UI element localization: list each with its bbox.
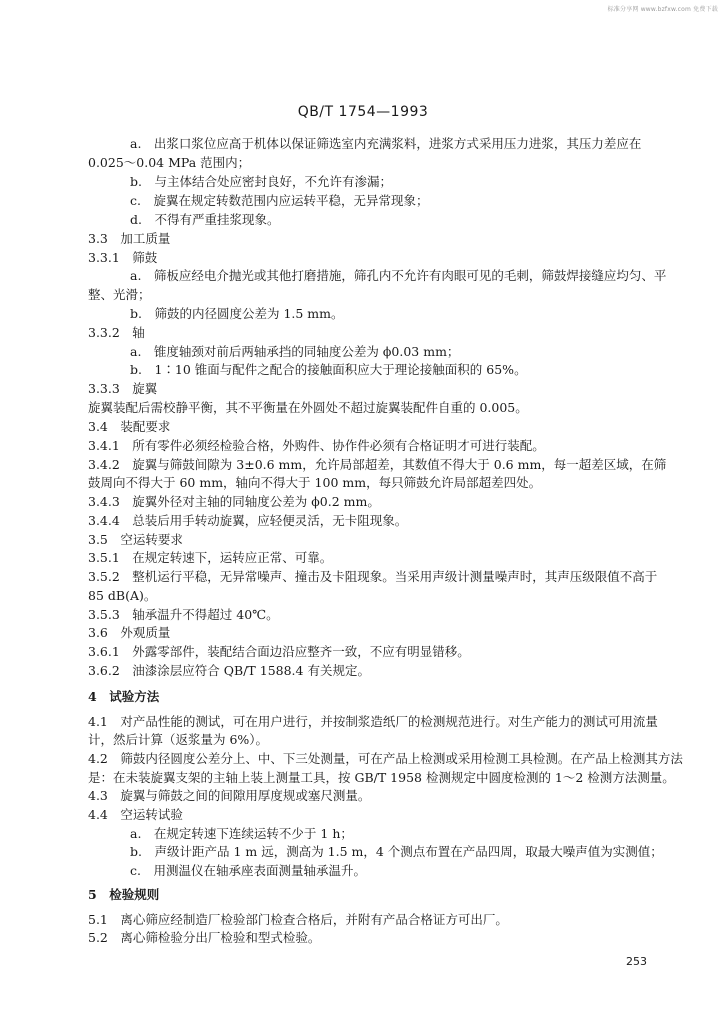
text-line: c. 用测温仪在轴承座表面测量轴承温升。 xyxy=(130,863,366,878)
text-line: 3.4.1 所有零件必须经检验合格，外购件、协作件必须有合格证明才可进行装配。 xyxy=(88,438,545,453)
text-line: 3.3.2 轴 xyxy=(88,325,145,340)
text-line: b. 声级计距产品 1 m 远，测高为 1.5 m，4 个测点布置在产品四周，取最大噪声值为实测值； xyxy=(130,844,663,859)
text-line: 5.2 离心筛检验分出厂检验和型式检验。 xyxy=(88,930,321,945)
text-line: b. 1∶10 锥面与配件之配合的接触面积应大于理论接触面积的 65%。 xyxy=(130,362,527,377)
text-line: 3.5 空运转要求 xyxy=(88,532,183,547)
text-line: d. 不得有严重挂浆现象。 xyxy=(130,212,280,227)
text-line: 是：在未装旋翼支架的主轴上装上测量工具，按 GB/T 1958 检测规定中圆度检测的 1～2 检测方法测量。 xyxy=(88,770,675,785)
section-heading: 4 试验方法 xyxy=(88,689,160,704)
text-line: 4.3 旋翼与筛鼓之间的间隙用厚度规或塞尺测量。 xyxy=(88,788,371,803)
text-line: 3.3.3 旋翼 xyxy=(88,381,158,396)
text-line: 3.3 加工质量 xyxy=(88,231,171,246)
text-line: a. 出浆口浆位应高于机体以保证筛选室内充满浆料，进浆方式采用压力进浆，其压力差应在 xyxy=(130,136,642,151)
text-line: 3.4 装配要求 xyxy=(88,419,171,434)
text-line: 3.5.2 整机运行平稳，无异常噪声、撞击及卡阻现象。当采用声级计测量噪声时，其声压级限值不高于 xyxy=(88,569,658,584)
text-line: 0.025～0.04 MPa 范围内； xyxy=(88,155,251,170)
text-line: c. 旋翼在规定转数范围内应运转平稳，无异常现象； xyxy=(130,193,429,208)
standard-header: QB/T 1754—1993 xyxy=(297,104,429,120)
page-number: 253 xyxy=(626,955,647,968)
text-line: 3.6.2 油漆涂层应符合 QB/T 1588.4 有关规定。 xyxy=(88,663,370,678)
text-line: 3.3.1 筛鼓 xyxy=(88,250,158,265)
text-line: 旋翼装配后需校静平衡，其不平衡量在外圆处不超过旋翼装配件自重的 0.005。 xyxy=(88,400,528,415)
text-line: 3.6.1 外露零部件，装配结合面边沿应整齐一致，不应有明显错移。 xyxy=(88,644,470,659)
text-line: 鼓周向不得大于 60 mm，轴向不得大于 100 mm，每只筛鼓允许局部超差四处。 xyxy=(88,475,542,490)
text-line: 3.5.3 轴承温升不得超过 40℃。 xyxy=(88,607,279,622)
text-line: 3.5.1 在规定转速下，运转应正常、可靠。 xyxy=(88,550,333,565)
text-line: 计，然后计算（返浆量为 6%）。 xyxy=(88,732,269,747)
section-heading: 5 检验规则 xyxy=(88,887,160,902)
text-line: 5.1 离心筛应经制造厂检验部门检查合格后，并附有产品合格证方可出厂。 xyxy=(88,912,508,927)
text-line: 3.4.2 旋翼与筛鼓间隙为 3±0.6 mm，允许局部超差，其数值不得大于 0.6 mm，每一超差区域，在筛 xyxy=(88,457,667,472)
text-line: 4.1 对产品性能的测试，可在用户进行，并按制浆造纸厂的检测规范进行。对生产能力的测试可用流量 xyxy=(88,714,658,729)
text-line: 4.4 空运转试验 xyxy=(88,807,183,822)
text-line: 3.6 外观质量 xyxy=(88,625,171,640)
text-line: b. 与主体结合处应密封良好，不允许有渗漏； xyxy=(130,174,392,189)
text-line: 3.4.4 总装后用手转动旋翼，应轻便灵活，无卡阻现象。 xyxy=(88,513,408,528)
text-line: 4.2 筛鼓内径圆度公差分上、中、下三处测量，可在产品上检测或采用检测工具检测。在产品上检测其方法 xyxy=(88,751,683,766)
text-line: a. 筛板应经电介抛光或其他打磨措施，筛孔内不允许有肉眼可见的毛刺，筛鼓焊接缝应均匀、平 xyxy=(130,268,667,283)
text-line: 整、光滑； xyxy=(88,287,151,302)
text-line: a. 锥度轴颈对前后两轴承挡的同轴度公差为 ϕ0.03 mm； xyxy=(130,344,460,359)
text-line: a. 在规定转速下连续运转不少于 1 h； xyxy=(130,826,353,841)
text-line: b. 筛鼓的内径圆度公差为 1.5 mm。 xyxy=(130,306,344,321)
watermark-text: 标准分享网 www.bzfxw.com 免费下载 xyxy=(607,6,718,13)
text-line: 85 dB(A)。 xyxy=(88,588,157,603)
text-line: 3.4.3 旋翼外径对主轴的同轴度公差为 ϕ0.2 mm。 xyxy=(88,494,380,509)
